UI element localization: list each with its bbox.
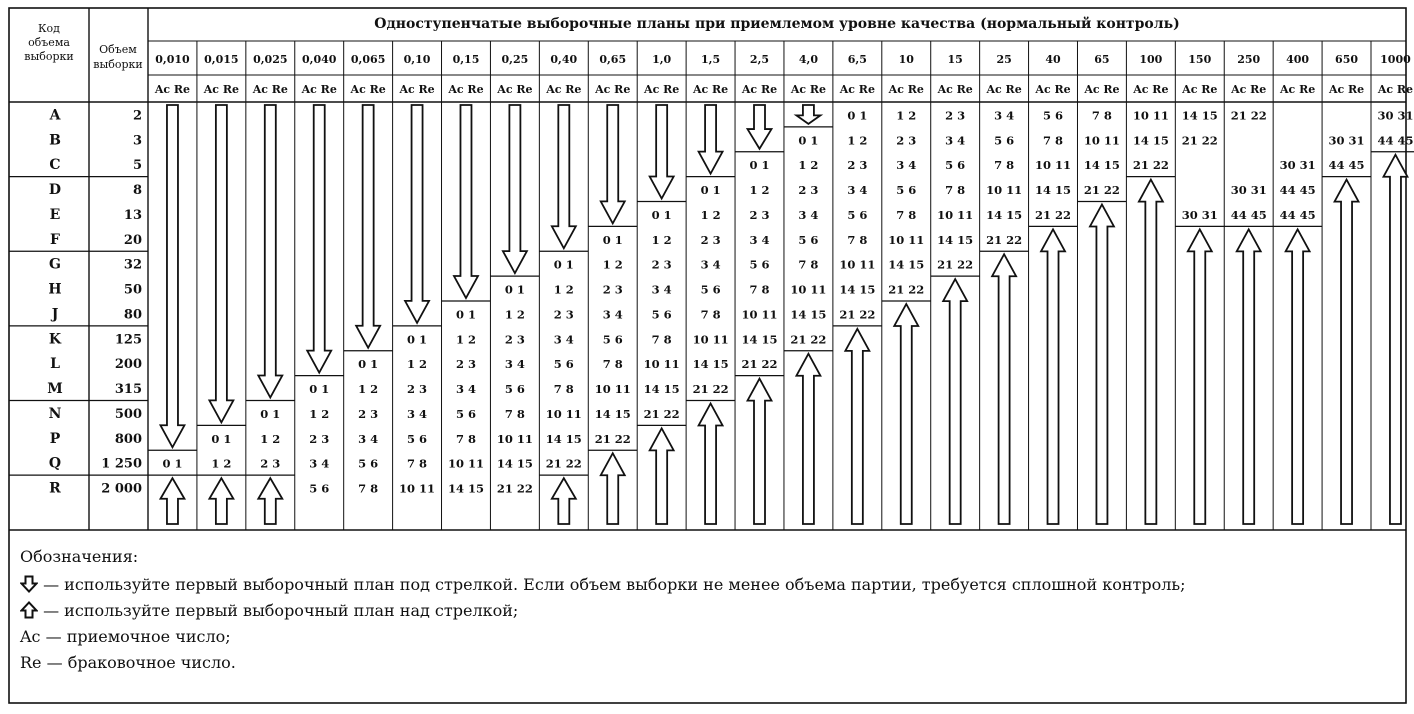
ac-re-value: 0 1 xyxy=(162,456,183,471)
ac-re-value: 1 2 xyxy=(504,307,525,322)
ac-re-value: 30 31 xyxy=(1279,158,1316,173)
aql-level-label: 4,0 xyxy=(798,53,818,66)
row-sample-size: 8 xyxy=(132,183,142,199)
ac-re-value: 21 22 xyxy=(594,431,631,446)
ac-re-value: 0 1 xyxy=(309,382,330,397)
ac-re-value: 10 11 xyxy=(447,456,484,471)
ac-re-value: 44 45 xyxy=(1328,158,1365,173)
aql-level-label: 15 xyxy=(947,53,963,66)
ac-re-value: 14 15 xyxy=(692,357,729,372)
ac-re-value: 3 4 xyxy=(945,133,966,148)
ac-re-value: 21 22 xyxy=(937,257,974,272)
aql-level-label: 1,5 xyxy=(701,53,721,66)
ac-re-value: 10 11 xyxy=(399,481,436,496)
ac-re-value: 3 4 xyxy=(553,332,574,347)
ac-re-value: 7 8 xyxy=(1091,108,1112,123)
ac-re-label: Ac Re xyxy=(1182,83,1218,96)
up-arrow-icon xyxy=(601,453,625,524)
row-code: R xyxy=(49,480,61,497)
ac-re-value: 1 2 xyxy=(798,158,819,173)
ac-re-value: 14 15 xyxy=(986,207,1023,222)
row-code: K xyxy=(48,331,62,348)
ac-re-value: 1 2 xyxy=(260,431,281,446)
aql-level-label: 25 xyxy=(996,53,1012,66)
ac-re-value: 14 15 xyxy=(1083,158,1120,173)
row-sample-size: 80 xyxy=(123,307,142,323)
aql-level-label: 10 xyxy=(898,53,914,66)
ac-re-value: 5 6 xyxy=(994,133,1015,148)
ac-re-value: 0 1 xyxy=(358,357,379,372)
ac-re-value: 14 15 xyxy=(643,382,680,397)
ac-re-value: 7 8 xyxy=(651,332,672,347)
ac-re-value: 21 22 xyxy=(888,282,925,297)
main-title: Одноступенчатые выборочные планы при приемлемом уровне качества (нормальный контроль) xyxy=(374,16,1180,32)
aql-level-label: 0,15 xyxy=(452,53,480,66)
ac-re-value: 2 3 xyxy=(260,456,281,471)
ac-re-value: 0 1 xyxy=(260,406,281,421)
ac-re-value: 0 1 xyxy=(651,207,672,222)
ac-re-label: Ac Re xyxy=(350,83,386,96)
row-code: N xyxy=(48,405,62,422)
ac-re-value: 7 8 xyxy=(847,232,868,247)
ac-re-value: 44 45 xyxy=(1279,183,1316,198)
up-arrow-icon xyxy=(1090,205,1114,525)
ac-re-value: 44 45 xyxy=(1377,133,1414,148)
ac-re-value: 1 2 xyxy=(407,357,428,372)
ac-re-value: 2 3 xyxy=(945,108,966,123)
ac-re-value: 10 11 xyxy=(496,431,533,446)
ac-re-value: 2 3 xyxy=(309,431,330,446)
ac-re-value: 10 11 xyxy=(790,282,827,297)
ac-re-value: 0 1 xyxy=(407,332,428,347)
ac-re-value: 30 31 xyxy=(1328,133,1365,148)
ac-re-value: 3 4 xyxy=(309,456,330,471)
ac-re-value: 14 15 xyxy=(447,481,484,496)
legend-down-line xyxy=(20,575,1185,594)
aql-level-label: 0,065 xyxy=(350,53,386,66)
down-arrow-icon xyxy=(356,105,380,348)
up-arrow-icon xyxy=(1139,180,1163,524)
row-sample-size: 315 xyxy=(114,382,142,398)
ac-re-value: 1 2 xyxy=(455,332,476,347)
row-sample-size: 50 xyxy=(123,282,142,298)
ac-re-value: 1 2 xyxy=(651,232,672,247)
row-code: L xyxy=(50,356,60,373)
ac-re-value: 3 4 xyxy=(602,307,623,322)
row-sample-size: 32 xyxy=(123,257,142,273)
up-arrow-icon xyxy=(160,478,184,524)
size-header-label: выборки xyxy=(93,58,143,71)
ac-re-value: 10 11 xyxy=(937,207,974,222)
ac-re-value: 3 4 xyxy=(700,257,721,272)
ac-re-value: 7 8 xyxy=(945,183,966,198)
up-arrow-icon xyxy=(1188,229,1212,524)
legend-ac: Ac — приемочное число; xyxy=(20,627,231,646)
aql-level-label: 0,10 xyxy=(403,53,431,66)
aql-level-label: 0,015 xyxy=(204,53,239,66)
ac-re-value: 1 2 xyxy=(847,133,868,148)
aql-level-label: 1000 xyxy=(1380,53,1411,66)
up-arrow-icon xyxy=(1335,180,1359,524)
row-code: D xyxy=(48,182,62,199)
ac-re-value: 14 15 xyxy=(937,232,974,247)
row-code: M xyxy=(47,381,63,398)
ac-re-value: 0 1 xyxy=(700,183,721,198)
ac-re-label: Ac Re xyxy=(448,83,484,96)
ac-re-value: 14 15 xyxy=(1132,133,1169,148)
ac-re-value: 2 3 xyxy=(455,357,476,372)
row-code: J xyxy=(51,306,59,323)
ac-re-value: 5 6 xyxy=(896,183,917,198)
aql-level-label: 0,010 xyxy=(155,53,190,66)
ac-re-value: 7 8 xyxy=(455,431,476,446)
down-arrow-icon xyxy=(209,105,233,422)
ac-re-label: Ac Re xyxy=(888,83,924,96)
ac-re-label: Ac Re xyxy=(790,83,827,96)
code-header-label: выборки xyxy=(24,50,74,63)
ac-re-value: 5 6 xyxy=(798,232,819,247)
down-arrow-icon xyxy=(258,105,282,398)
down-arrow-icon xyxy=(405,105,429,323)
row-sample-size: 3 xyxy=(132,133,142,149)
ac-re-value: 2 3 xyxy=(847,158,868,173)
ac-re-label: Ac Re xyxy=(644,83,680,96)
ac-re-value: 21 22 xyxy=(643,406,680,421)
ac-re-value: 14 15 xyxy=(496,456,533,471)
ac-re-value: 10 11 xyxy=(1132,108,1169,123)
up-arrow-icon xyxy=(699,404,723,525)
ac-re-value: 10 11 xyxy=(594,382,631,397)
ac-re-label: Ac Re xyxy=(399,83,435,96)
aql-level-label: 250 xyxy=(1237,53,1261,66)
ac-re-value: 7 8 xyxy=(504,406,525,421)
down-arrow-icon xyxy=(552,105,576,248)
ac-re-value: 2 3 xyxy=(749,207,770,222)
ac-re-label: Ac Re xyxy=(741,83,778,96)
row-code: B xyxy=(49,132,61,149)
ac-re-value: 30 31 xyxy=(1377,108,1414,123)
aql-level-label: 6,5 xyxy=(847,53,867,66)
ac-re-label: Ac Re xyxy=(595,83,631,96)
ac-re-value: 21 22 xyxy=(1132,158,1169,173)
ac-re-value: 0 1 xyxy=(602,232,623,247)
ac-re-value: 21 22 xyxy=(986,232,1023,247)
up-arrow-icon xyxy=(845,329,869,524)
up-arrow-icon xyxy=(796,354,820,524)
up-arrow-icon xyxy=(1383,155,1407,524)
ac-re-value: 10 11 xyxy=(986,183,1023,198)
ac-re-value: 7 8 xyxy=(602,357,623,372)
up-arrow-icon xyxy=(748,379,772,524)
row-code: A xyxy=(49,107,61,124)
down-arrow-icon xyxy=(160,105,184,447)
down-arrow-icon xyxy=(699,105,723,174)
aql-level-label: 2,5 xyxy=(749,53,770,66)
up-arrow-icon xyxy=(552,478,576,524)
ac-re-value: 5 6 xyxy=(749,257,770,272)
up-arrow-icon xyxy=(209,478,233,524)
aql-level-label: 40 xyxy=(1045,53,1061,66)
row-sample-size: 200 xyxy=(114,357,142,373)
row-sample-size: 20 xyxy=(123,232,142,248)
ac-re-label: Ac Re xyxy=(1084,83,1120,96)
ac-re-value: 14 15 xyxy=(839,282,876,297)
ac-re-value: 5 6 xyxy=(700,282,721,297)
ac-re-value: 2 3 xyxy=(407,382,428,397)
up-arrow-icon xyxy=(894,304,918,524)
ac-re-value: 0 1 xyxy=(504,282,525,297)
ac-re-value: 3 4 xyxy=(504,357,525,372)
ac-re-value: 10 11 xyxy=(839,257,876,272)
ac-re-label: Ac Re xyxy=(937,83,973,96)
ac-re-value: 10 11 xyxy=(545,406,582,421)
row-sample-size: 5 xyxy=(132,158,142,174)
ac-re-value: 1 2 xyxy=(553,282,574,297)
ac-re-label: Ac Re xyxy=(986,83,1022,96)
row-sample-size: 800 xyxy=(114,431,142,447)
row-code: P xyxy=(49,430,61,447)
aql-level-label: 400 xyxy=(1286,53,1310,66)
ac-re-value: 3 4 xyxy=(798,207,819,222)
ac-re-value: 1 2 xyxy=(358,382,379,397)
ac-re-value: 7 8 xyxy=(896,207,917,222)
ac-re-value: 21 22 xyxy=(790,332,827,347)
ac-re-value: 21 22 xyxy=(692,382,729,397)
ac-re-value: 2 3 xyxy=(602,282,623,297)
legend-down-text: — используйте первый выборочный план под стрелкой. Если объем выборки не менее объема партии, требуется сплошной контроль; xyxy=(43,575,1186,594)
ac-re-value: 14 15 xyxy=(1035,183,1072,198)
ac-re-label: Ac Re xyxy=(497,83,533,96)
ac-re-value: 3 4 xyxy=(651,282,672,297)
ac-re-value: 5 6 xyxy=(407,431,428,446)
ac-re-value: 7 8 xyxy=(749,282,770,297)
down-arrow-icon xyxy=(454,105,478,298)
ac-re-value: 5 6 xyxy=(1043,108,1064,123)
up-arrow-icon xyxy=(1237,229,1261,524)
row-sample-size: 125 xyxy=(114,332,142,348)
up-arrow-icon xyxy=(20,601,38,619)
ac-re-value: 7 8 xyxy=(994,158,1015,173)
ac-re-value: 7 8 xyxy=(358,481,379,496)
size-header-label: Объем xyxy=(99,43,137,56)
ac-re-value: 2 3 xyxy=(798,183,819,198)
ac-re-value: 0 1 xyxy=(211,431,232,446)
ac-re-value: 21 22 xyxy=(1230,108,1267,123)
ac-re-label: Ac Re xyxy=(1328,83,1365,96)
aql-level-label: 150 xyxy=(1188,53,1212,66)
ac-re-value: 7 8 xyxy=(700,307,721,322)
ac-re-value: 21 22 xyxy=(496,481,533,496)
ac-re-value: 5 6 xyxy=(602,332,623,347)
ac-re-value: 1 2 xyxy=(211,456,232,471)
aql-level-label: 0,025 xyxy=(253,53,288,66)
ac-re-value: 3 4 xyxy=(407,406,428,421)
ac-re-value: 2 3 xyxy=(700,232,721,247)
ac-re-label: Ac Re xyxy=(252,83,288,96)
ac-re-value: 3 4 xyxy=(994,108,1015,123)
up-arrow-icon xyxy=(1041,229,1065,524)
ac-re-value: 1 2 xyxy=(896,108,917,123)
ac-re-value: 10 11 xyxy=(692,332,729,347)
aql-level-label: 650 xyxy=(1335,53,1359,66)
ac-re-value: 1 2 xyxy=(749,183,770,198)
ac-re-value: 5 6 xyxy=(847,207,868,222)
ac-re-value: 10 11 xyxy=(1083,133,1120,148)
ac-re-value: 21 22 xyxy=(1035,207,1072,222)
ac-re-value: 10 11 xyxy=(888,232,925,247)
ac-re-value: 5 6 xyxy=(553,357,574,372)
ac-re-value: 21 22 xyxy=(839,307,876,322)
ac-re-value: 3 4 xyxy=(896,158,917,173)
ac-re-value: 14 15 xyxy=(790,307,827,322)
ac-re-value: 2 3 xyxy=(358,406,379,421)
ac-re-value: 44 45 xyxy=(1230,207,1267,222)
row-code: C xyxy=(49,157,61,174)
ac-re-label: Ac Re xyxy=(301,83,337,96)
ac-re-value: 14 15 xyxy=(1181,108,1218,123)
legend-up-text: — используйте первый выборочный план над стрелкой; xyxy=(43,601,519,620)
row-code: Q xyxy=(48,455,62,472)
ac-re-value: 7 8 xyxy=(553,382,574,397)
ac-re-value: 2 3 xyxy=(553,307,574,322)
ac-re-value: 7 8 xyxy=(1043,133,1064,148)
ac-re-value: 1 2 xyxy=(602,257,623,272)
down-arrow-icon xyxy=(748,105,772,149)
code-header-label: Код xyxy=(38,22,60,35)
row-sample-size: 2 xyxy=(132,108,142,124)
ac-re-value: 3 4 xyxy=(749,232,770,247)
ac-re-value: 7 8 xyxy=(407,456,428,471)
ac-re-value: 14 15 xyxy=(888,257,925,272)
ac-re-value: 0 1 xyxy=(798,133,819,148)
down-arrow-icon xyxy=(650,105,674,199)
up-arrow-icon xyxy=(1286,229,1310,524)
down-arrow-icon xyxy=(796,105,820,124)
up-arrow-icon xyxy=(943,279,967,524)
ac-re-value: 0 1 xyxy=(847,108,868,123)
down-arrow-icon xyxy=(503,105,527,273)
aql-level-label: 0,25 xyxy=(501,53,529,66)
ac-re-label: Ac Re xyxy=(1133,83,1169,96)
ac-re-value: 10 11 xyxy=(1035,158,1072,173)
down-arrow-icon xyxy=(601,105,625,223)
ac-re-value: 2 3 xyxy=(504,332,525,347)
ac-re-label: Ac Re xyxy=(546,83,582,96)
ac-re-value: 10 11 xyxy=(643,357,680,372)
ac-re-label: Ac Re xyxy=(692,83,729,96)
ac-re-value: 5 6 xyxy=(309,481,330,496)
ac-re-value: 0 1 xyxy=(749,158,770,173)
aql-level-label: 0,40 xyxy=(550,53,578,66)
row-code: E xyxy=(49,206,61,223)
ac-re-value: 1 2 xyxy=(309,406,330,421)
ac-re-value: 5 6 xyxy=(651,307,672,322)
legend-up-line xyxy=(20,601,518,620)
ac-re-value: 5 6 xyxy=(945,158,966,173)
ac-re-value: 21 22 xyxy=(741,357,778,372)
ac-re-value: 5 6 xyxy=(455,406,476,421)
aql-level-label: 0,040 xyxy=(301,53,337,66)
row-sample-size: 1 250 xyxy=(101,456,142,472)
legend-title: Обозначения: xyxy=(20,547,139,566)
code-header-label: объема xyxy=(28,36,70,49)
ac-re-value: 30 31 xyxy=(1230,183,1267,198)
ac-re-value: 3 4 xyxy=(358,431,379,446)
row-sample-size: 500 xyxy=(114,406,142,422)
ac-re-value: 30 31 xyxy=(1181,207,1218,222)
ac-re-value: 21 22 xyxy=(545,456,582,471)
row-sample-size: 2 000 xyxy=(101,481,142,497)
row-code: H xyxy=(48,281,62,298)
up-arrow-icon xyxy=(258,478,282,524)
ac-re-label: Ac Re xyxy=(1035,83,1071,96)
ac-re-value: 44 45 xyxy=(1279,207,1316,222)
up-arrow-icon xyxy=(992,254,1016,524)
ac-re-value: 5 6 xyxy=(504,382,525,397)
ac-re-value: 14 15 xyxy=(545,431,582,446)
ac-re-value: 21 22 xyxy=(1181,133,1218,148)
row-code: F xyxy=(50,231,60,248)
ac-re-value: 2 3 xyxy=(651,257,672,272)
ac-re-value: 2 3 xyxy=(896,133,917,148)
aql-level-label: 1,0 xyxy=(652,53,672,66)
up-arrow-icon xyxy=(650,428,674,524)
ac-re-value: 14 15 xyxy=(741,332,778,347)
ac-re-value: 5 6 xyxy=(358,456,379,471)
row-sample-size: 13 xyxy=(123,207,142,223)
ac-re-label: Ac Re xyxy=(1377,83,1414,96)
legend-re: Re — браковочное число. xyxy=(20,653,236,672)
ac-re-value: 7 8 xyxy=(798,257,819,272)
ac-re-label: Ac Re xyxy=(203,83,239,96)
down-arrow-icon xyxy=(20,575,38,593)
aql-level-label: 0,65 xyxy=(599,53,627,66)
ac-re-label: Ac Re xyxy=(1280,83,1316,96)
aql-level-label: 100 xyxy=(1139,53,1163,66)
aql-level-label: 65 xyxy=(1094,53,1110,66)
ac-re-value: 3 4 xyxy=(847,183,868,198)
ac-re-label: Ac Re xyxy=(154,83,191,96)
ac-re-value: 1 2 xyxy=(700,207,721,222)
ac-re-value: 0 1 xyxy=(553,257,574,272)
ac-re-label: Ac Re xyxy=(1231,83,1267,96)
ac-re-value: 10 11 xyxy=(741,307,778,322)
ac-re-value: 14 15 xyxy=(594,406,631,421)
ac-re-value: 21 22 xyxy=(1083,183,1120,198)
ac-re-value: 3 4 xyxy=(455,382,476,397)
ac-re-label: Ac Re xyxy=(839,83,875,96)
down-arrow-icon xyxy=(307,105,331,373)
row-code: G xyxy=(49,256,61,273)
ac-re-value: 0 1 xyxy=(455,307,476,322)
